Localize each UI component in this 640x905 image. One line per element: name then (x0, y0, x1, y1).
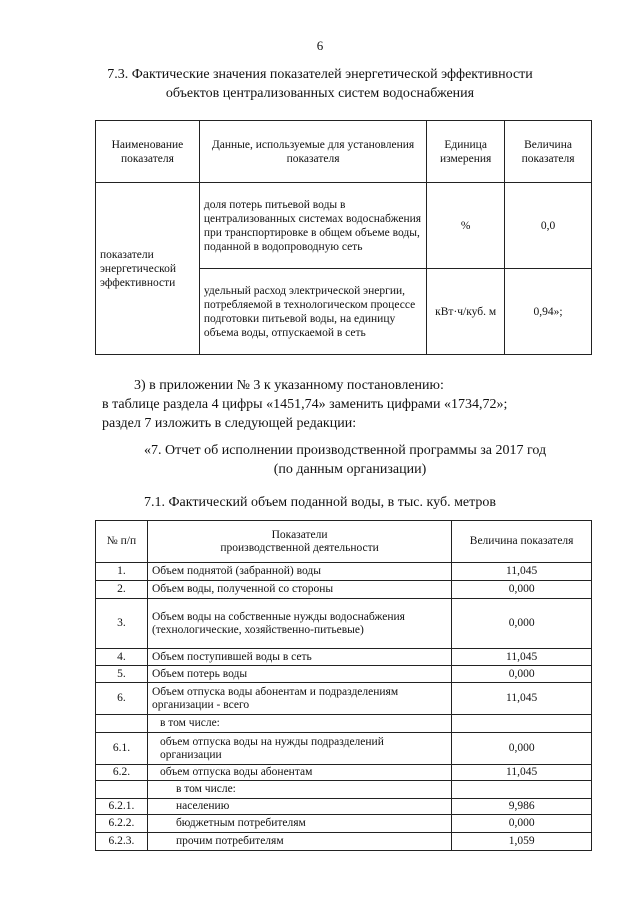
row-value: 11,045 (452, 649, 592, 666)
row-value: 0,000 (452, 599, 592, 649)
table-row (96, 781, 592, 799)
table-row (96, 563, 592, 581)
row-name: в том числе: (147, 781, 451, 799)
row-value: 0,000 (452, 815, 592, 833)
row-name: Объем воды, полученной со стороны (147, 581, 451, 599)
row-num: 6.2. (96, 765, 148, 781)
header-indicator (147, 521, 451, 563)
unit-cell: кВт·ч/куб. м (427, 269, 505, 355)
row-name: объем отпуска воды абонентам (147, 765, 451, 781)
indicator-name-cell: показатели энергетической эффективности (96, 183, 200, 355)
amendment-line2: в таблице раздела 4 цифры «1451,74» заменить цифрами «1734,72»; (102, 397, 508, 412)
row-num: 2. (96, 581, 148, 599)
row-num: 6.2.1. (96, 799, 148, 815)
data-cell: удельный расход электрической энергии, потребляемой в технологическом процессе подготовки питьевой воды, на единицу объема воды, отпускаемой в сеть (199, 269, 426, 355)
water-volume-table (95, 520, 592, 851)
row-value: 1,059 (452, 833, 592, 851)
section-7-title-line1: «7. Отчет об исполнении производственной программы за 2017 год (144, 443, 547, 458)
row-num: 6.2.3. (96, 833, 148, 851)
row-name: в том числе: (147, 715, 451, 733)
header-value: Величина показателя (505, 121, 592, 183)
row-num: 5. (96, 666, 148, 683)
row-num: 6.2.2. (96, 815, 148, 833)
header-num: № п/п (96, 521, 148, 563)
table-row (96, 765, 592, 781)
row-name: Объем поднятой (забранной) воды (147, 563, 451, 581)
row-num: 1. (96, 563, 148, 581)
section-7-3-title-line1: 7.3. Фактические значения показателей энергетической эффективности (107, 67, 533, 82)
table-row (96, 815, 592, 833)
section-7-3-title-line2: объектов централизованных систем водоснабжения (165, 86, 475, 101)
row-value: 0,000 (452, 666, 592, 683)
value-cell: 0,0 (505, 183, 592, 269)
value-cell: 0,94»; (505, 269, 592, 355)
table-row (96, 833, 592, 851)
table-row (96, 683, 592, 715)
data-cell: доля потерь питьевой воды в централизованных системах водоснабжения при транспортировке в общем объеме воды, поданной в водопроводную сеть (199, 183, 426, 269)
row-num: 6.1. (96, 733, 148, 765)
table-row (96, 649, 592, 666)
row-value: 11,045 (452, 683, 592, 715)
amendment-line1: 3) в приложении № 3 к указанному постановлению: (134, 378, 444, 393)
table-row (96, 666, 592, 683)
header-unit: Единица измерения (427, 121, 505, 183)
row-name: прочим потребителям (147, 833, 451, 851)
row-name: населению (147, 799, 451, 815)
row-value: 0,000 (452, 581, 592, 599)
row-name: Объем потерь воды (147, 666, 451, 683)
row-num: 3. (96, 599, 148, 649)
amendment-line3: раздел 7 изложить в следующей редакции: (102, 416, 357, 431)
table-header-row (96, 521, 592, 563)
header-indicator-name: Наименование показателя (96, 121, 200, 183)
row-name: Объем поступившей воды в сеть (147, 649, 451, 666)
section-7-title-line2: (по данным организации) (273, 462, 427, 477)
row-value: 11,045 (452, 563, 592, 581)
row-value: 0,000 (452, 733, 592, 765)
row-value: 9,986 (452, 799, 592, 815)
row-num: 4. (96, 649, 148, 666)
header-value: Величина показателя (452, 521, 592, 563)
row-name: Объем отпуска воды абонентам и подразделениям организации - всего (147, 683, 451, 715)
header-indicator-line2: производственной деятельности (220, 541, 379, 554)
section-7-1-title: 7.1. Фактический объем поданной воды, в тыс. куб. метров (143, 495, 497, 510)
table-row (96, 599, 592, 649)
header-data-used: Данные, используемые для установления показателя (199, 121, 426, 183)
table-row (96, 799, 592, 815)
table-row (96, 581, 592, 599)
row-value (452, 781, 592, 799)
unit-cell: % (427, 183, 505, 269)
row-name: объем отпуска воды на нужды подразделений организации (147, 733, 451, 765)
page-number: 6 (316, 38, 324, 53)
energy-efficiency-table (95, 120, 592, 355)
table-header-row (96, 121, 592, 183)
row-num (96, 781, 148, 799)
table-row (96, 733, 592, 765)
header-indicator-line1: Показатели (271, 528, 328, 541)
row-num (96, 715, 148, 733)
row-name: бюджетным потребителям (147, 815, 451, 833)
table-row (96, 715, 592, 733)
row-num: 6. (96, 683, 148, 715)
row-name: Объем воды на собственные нужды водоснабжения (технологические, хозяйственно-питьевые) (147, 599, 451, 649)
table-row (96, 183, 592, 269)
row-value (452, 715, 592, 733)
row-value: 11,045 (452, 765, 592, 781)
